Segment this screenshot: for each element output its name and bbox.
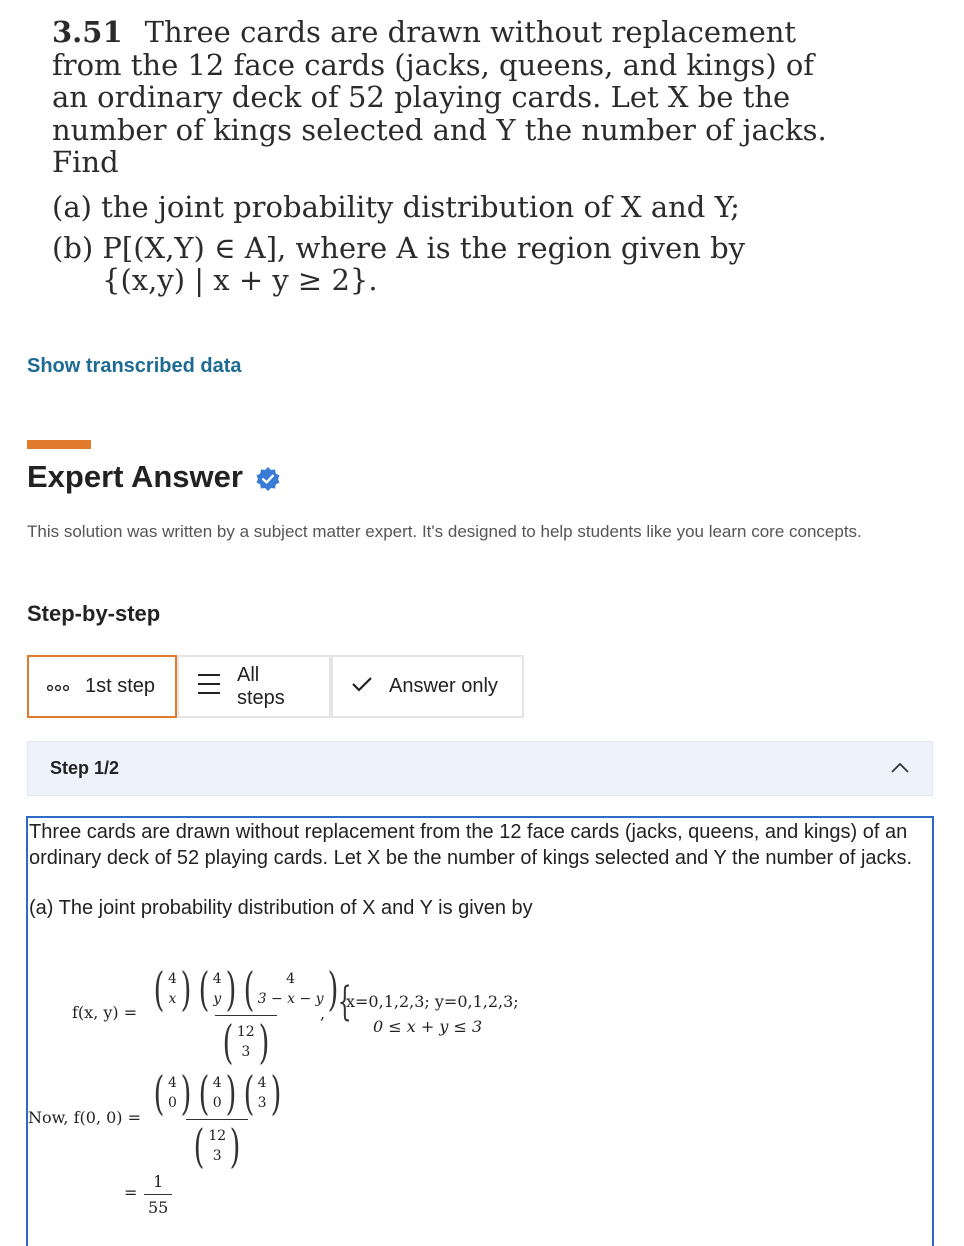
question-part-b: (b) P[(X,Y) ∈ A], where A is the region given by: [52, 230, 746, 265]
formula-lhs: f(x, y) =: [72, 1003, 138, 1022]
step-content: [26, 816, 934, 1246]
binomial-4-0-a: ( 4 0 ): [153, 1066, 192, 1120]
joint-formula: [146, 962, 346, 1069]
question-line-4: number of kings selected and Y the number of jacks.: [52, 112, 827, 147]
binomial-4-0-b: ( 4 0 ): [198, 1066, 237, 1120]
step-paragraph-2: (a) The joint probability distribution of X and Y is given by: [29, 897, 533, 919]
binomial-4-x: ( 4 x ): [153, 962, 192, 1016]
question-line-2: from the 12 face cards (jacks, queens, and kings) of: [52, 47, 815, 82]
step-label: Step 1/2: [50, 758, 120, 778]
formula-separator: ,: [320, 1004, 326, 1023]
question-text: [52, 15, 827, 297]
check-icon: [351, 675, 373, 698]
first-step-button[interactable]: 1st step: [27, 655, 177, 718]
f00-formula: [146, 1066, 288, 1173]
binomial-4-3: ( 4 3 ): [243, 1066, 281, 1120]
question-number: 3.51: [52, 15, 123, 49]
question-part-a: (a) the joint probability distribution of X and Y;: [52, 189, 740, 224]
step-paragraph-1: Three cards are drawn without replacement from the 12 face cards (jacks, queens, and kings) of an ordinary deck of 52 playing cards. Let X be the number of kings selected and Y the number of jacks.: [29, 821, 913, 869]
view-toggle-group: [27, 655, 524, 718]
answer-only-button[interactable]: Answer only: [331, 655, 524, 718]
question-part-b-cont: {(x,y) | x + y ≥ 2}.: [102, 262, 378, 297]
step-text: [28, 818, 932, 921]
result-fraction: $\frac{1}{55}$: [144, 1172, 172, 1217]
show-transcribed-link[interactable]: Show transcribed data: [27, 355, 242, 377]
chevron-up-icon[interactable]: [890, 760, 910, 778]
accent-bar: [27, 440, 91, 449]
condition-line-1: x=0,1,2,3; y=0,1,2,3;: [346, 992, 519, 1011]
all-steps-button[interactable]: All steps: [177, 655, 331, 718]
binomial-12-3: ( 12 3 ): [222, 1015, 270, 1069]
result-equals: =: [124, 1183, 138, 1202]
condition-line-2: 0 ≤ x + y ≤ 3: [373, 1017, 483, 1036]
binomial-4-3-x-y: ( 4 3 − x − y ): [243, 962, 338, 1016]
question-line-3: an ordinary deck of 52 playing cards. Let X be the: [52, 80, 791, 114]
question-line-1: 3.51 Three cards are drawn without replacement: [52, 15, 797, 49]
question-line-5: Find: [52, 145, 119, 179]
expert-description: This solution was written by a subject matter expert. It's designed to help students like you learn core concepts.: [27, 522, 862, 541]
binomial-4-y: ( 4 y ): [198, 962, 237, 1016]
now-lhs: Now, f(0, 0) =: [28, 1108, 142, 1127]
step-by-step-title: Step-by-step: [27, 601, 161, 626]
dots-icon: [47, 675, 69, 698]
verified-badge-icon: [255, 464, 281, 490]
list-icon: [197, 673, 221, 701]
expert-answer-heading: Expert Answer: [27, 459, 281, 495]
binomial-12-3-b: ( 12 3 ): [193, 1119, 241, 1173]
condition-brace: {: [337, 979, 352, 1025]
step-header[interactable]: [27, 741, 933, 796]
